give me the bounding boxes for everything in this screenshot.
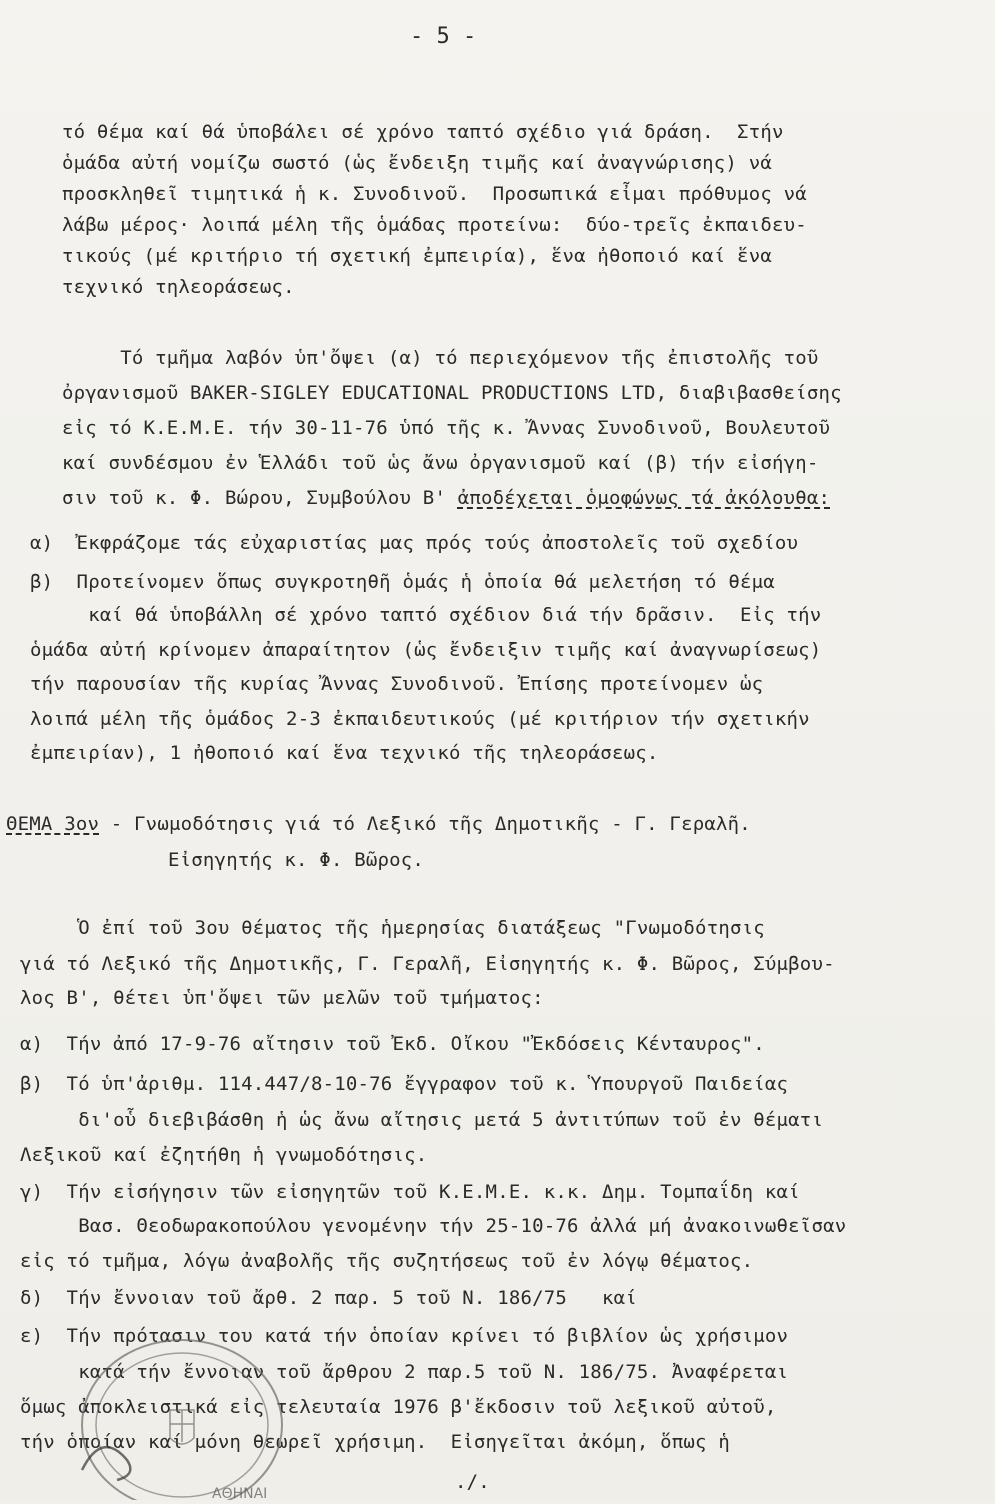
continuation-mark: ./.	[455, 1471, 490, 1493]
text-line: εἰς τό τμῆμα, λόγω ἀναβολῆς τῆς συζητήσεως τοῦ ἐν λόγῳ θέματος.	[20, 1250, 754, 1272]
text-line: γιά τό Λεξικό τῆς Δημοτικῆς, Γ. Γεραλῆ, Εἰσηγητής κ. Φ. Βῶρος, Σύμβου-	[20, 953, 835, 975]
text-line: ὅμως ἀποκλειστικά εἰς τελευταία 1976 β'ἔκδοσιν τοῦ λεξικοῦ αὐτοῦ,	[20, 1396, 777, 1418]
text-line: Τό τμῆμα λαβόν ὑπ'ὄψει (α) τό περιεχόμενον τῆς ἐπιστολῆς τοῦ	[62, 347, 819, 369]
text-line: Ὁ ἐπί τοῦ 3ου θέματος τῆς ἡμερησίας διατάξεως "Γνωμοδότησις	[20, 917, 765, 939]
text-line: ἐμπειρίαν), 1 ἠθοποιό καί ἕνα τεχνικό τῆς τηλεοράσεως.	[30, 742, 659, 764]
text-line: τικούς (μέ κριτήριο τή σχετική ἐμπειρία), ἕνα ἠθοποιό καί ἕνα	[62, 245, 772, 267]
text-line: λοιπά μέλη τῆς ὁμάδος 2-3 ἐκπαιδευτικούς (μέ κριτήριον τήν σχετικήν	[30, 708, 810, 730]
text-line: εἰς τό Κ.Ε.Μ.Ε. τήν 30-11-76 ὑπό τῆς κ. Ἄννας Συνοδινοῦ, Βουλευτοῦ	[62, 417, 831, 439]
seal-icon	[62, 1330, 292, 1500]
list-item: ε) Τήν πρότασιν του κατά τήν ὁποίαν κρίνει τό βιβλίον ὡς χρήσιμον	[20, 1325, 789, 1347]
theme-label: ΘΕΜΑ 3ον	[6, 813, 100, 835]
text-line: Λεξικοῦ καί ἐζητήθη ἡ γνωμοδότησις.	[20, 1144, 428, 1166]
theme-rapporteur: Εἰσηγητής κ. Φ. Βῶρος.	[168, 849, 425, 871]
text-line: τήν ὁποίαν καί μόνη θεωρεῖ χρήσιμη. Εἰσηγεῖται ἀκόμη, ὅπως ἡ	[20, 1431, 730, 1453]
text-line-prefix: σιν τοῦ κ. Φ. Βώρου, Συμβούλου Β'	[62, 487, 458, 509]
underlined-decision: ἀποδέχεται ὁμοφώνως τά ἀκόλουθα:	[457, 487, 831, 509]
text-line: δι'οὗ διεβιβάσθη ἡ ὡς ἄνω αἴτησις μετά 5 ἀντιτύπων τοῦ ἐν θέματι	[20, 1109, 824, 1131]
text-line: Βασ. Θεοδωρακοπούλου γενομένην τήν 25-10-76 ἀλλά μή ἀνακοινωθεῖσαν	[20, 1215, 847, 1237]
list-item: δ) Τήν ἔννοιαν τοῦ ἄρθ. 2 παρ. 5 τοῦ Ν. 186/75 καί	[20, 1287, 637, 1309]
list-item: γ) Τήν εἰσήγησιν τῶν εἰσηγητῶν τοῦ Κ.Ε.Μ.Ε. κ.κ. Δημ. Τομπαΐδη καί	[20, 1181, 800, 1203]
text-line: ὁμάδα αὐτή νομίζω σωστό (ὡς ἔνδειξη τιμῆς καί ἀναγνώρισης) νά	[62, 152, 772, 174]
text-line	[62, 486, 830, 510]
text-line: ὁμάδα αὐτή κρίνομεν ἀπαραίτητον (ὡς ἔνδειξιν τιμῆς καί ἀναγνωρίσεως)	[30, 639, 822, 661]
list-item: α) Ἐκφράζομε τάς εὐχαριστίας μας πρός τούς ἀποστολεῖς τοῦ σχεδίου	[30, 532, 799, 554]
theme-heading	[6, 812, 751, 836]
list-item: β) Προτείνομεν ὅπως συγκροτηθῆ ὁμάς ἡ ὁποία θά μελετήση τό θέμα	[30, 571, 775, 593]
text-line: καί συνδέσμου ἐν Ἑλλάδι τοῦ ὡς ἄνω ὀργανισμοῦ καί (β) τήν εἰσήγη-	[62, 452, 819, 474]
list-item: β) Τό ὑπ'ἀριθμ. 114.447/8-10-76 ἔγγραφον τοῦ κ. Ὑπουργοῦ Παιδείας	[20, 1073, 789, 1095]
stamp-text: ΑΘΗΝΑΙ	[212, 1486, 268, 1500]
text-line: τεχνικό τηλεοράσεως.	[62, 276, 295, 298]
text-line: τό θέμα καί θά ὑποβάλει σέ χρόνο ταπτό σχέδιο γιά δράση. Στήν	[62, 121, 784, 143]
text-line: λος Β', θέτει ὑπ'ὄψει τῶν μελῶν τοῦ τμήματος:	[20, 987, 544, 1009]
theme-title: - Γνωμοδότησις γιά τό Λεξικό τῆς Δημοτικῆς - Γ. Γεραλῆ.	[99, 813, 751, 835]
text-line: λάβω μέρος· λοιπά μέλη τῆς ὁμάδας προτείνω: δύο-τρεῖς ἐκπαιδευ-	[62, 214, 807, 236]
text-line: προσκληθεῖ τιμητικά ἡ κ. Συνοδινοῦ. Προσωπικά εἶμαι πρόθυμος νά	[62, 183, 807, 205]
page-number: - 5 -	[410, 24, 477, 49]
official-seal-stamp	[62, 1330, 292, 1500]
text-line: καί θά ὑποβάλλη σέ χρόνο ταπτό σχέδιον διά τήν δρᾶσιν. Εἰς τήν	[30, 604, 822, 626]
text-line: κατά τήν ἔννοιαν τοῦ ἄρθρου 2 παρ.5 τοῦ Ν. 186/75. Ἀναφέρεται	[20, 1361, 789, 1383]
list-item: α) Τήν ἀπό 17-9-76 αἴτησιν τοῦ Ἐκδ. Οἴκου "Ἐκδόσεις Κένταυρος".	[20, 1033, 765, 1055]
text-line: ὀργανισμοῦ BAKER-SIGLEY EDUCATIONAL PRODUCTIONS LTD, διαβιβασθείσης	[62, 382, 842, 404]
text-line: τήν παρουσίαν τῆς κυρίας Ἄννας Συνοδινοῦ. Ἐπίσης προτείνομεν ὡς	[30, 673, 764, 695]
